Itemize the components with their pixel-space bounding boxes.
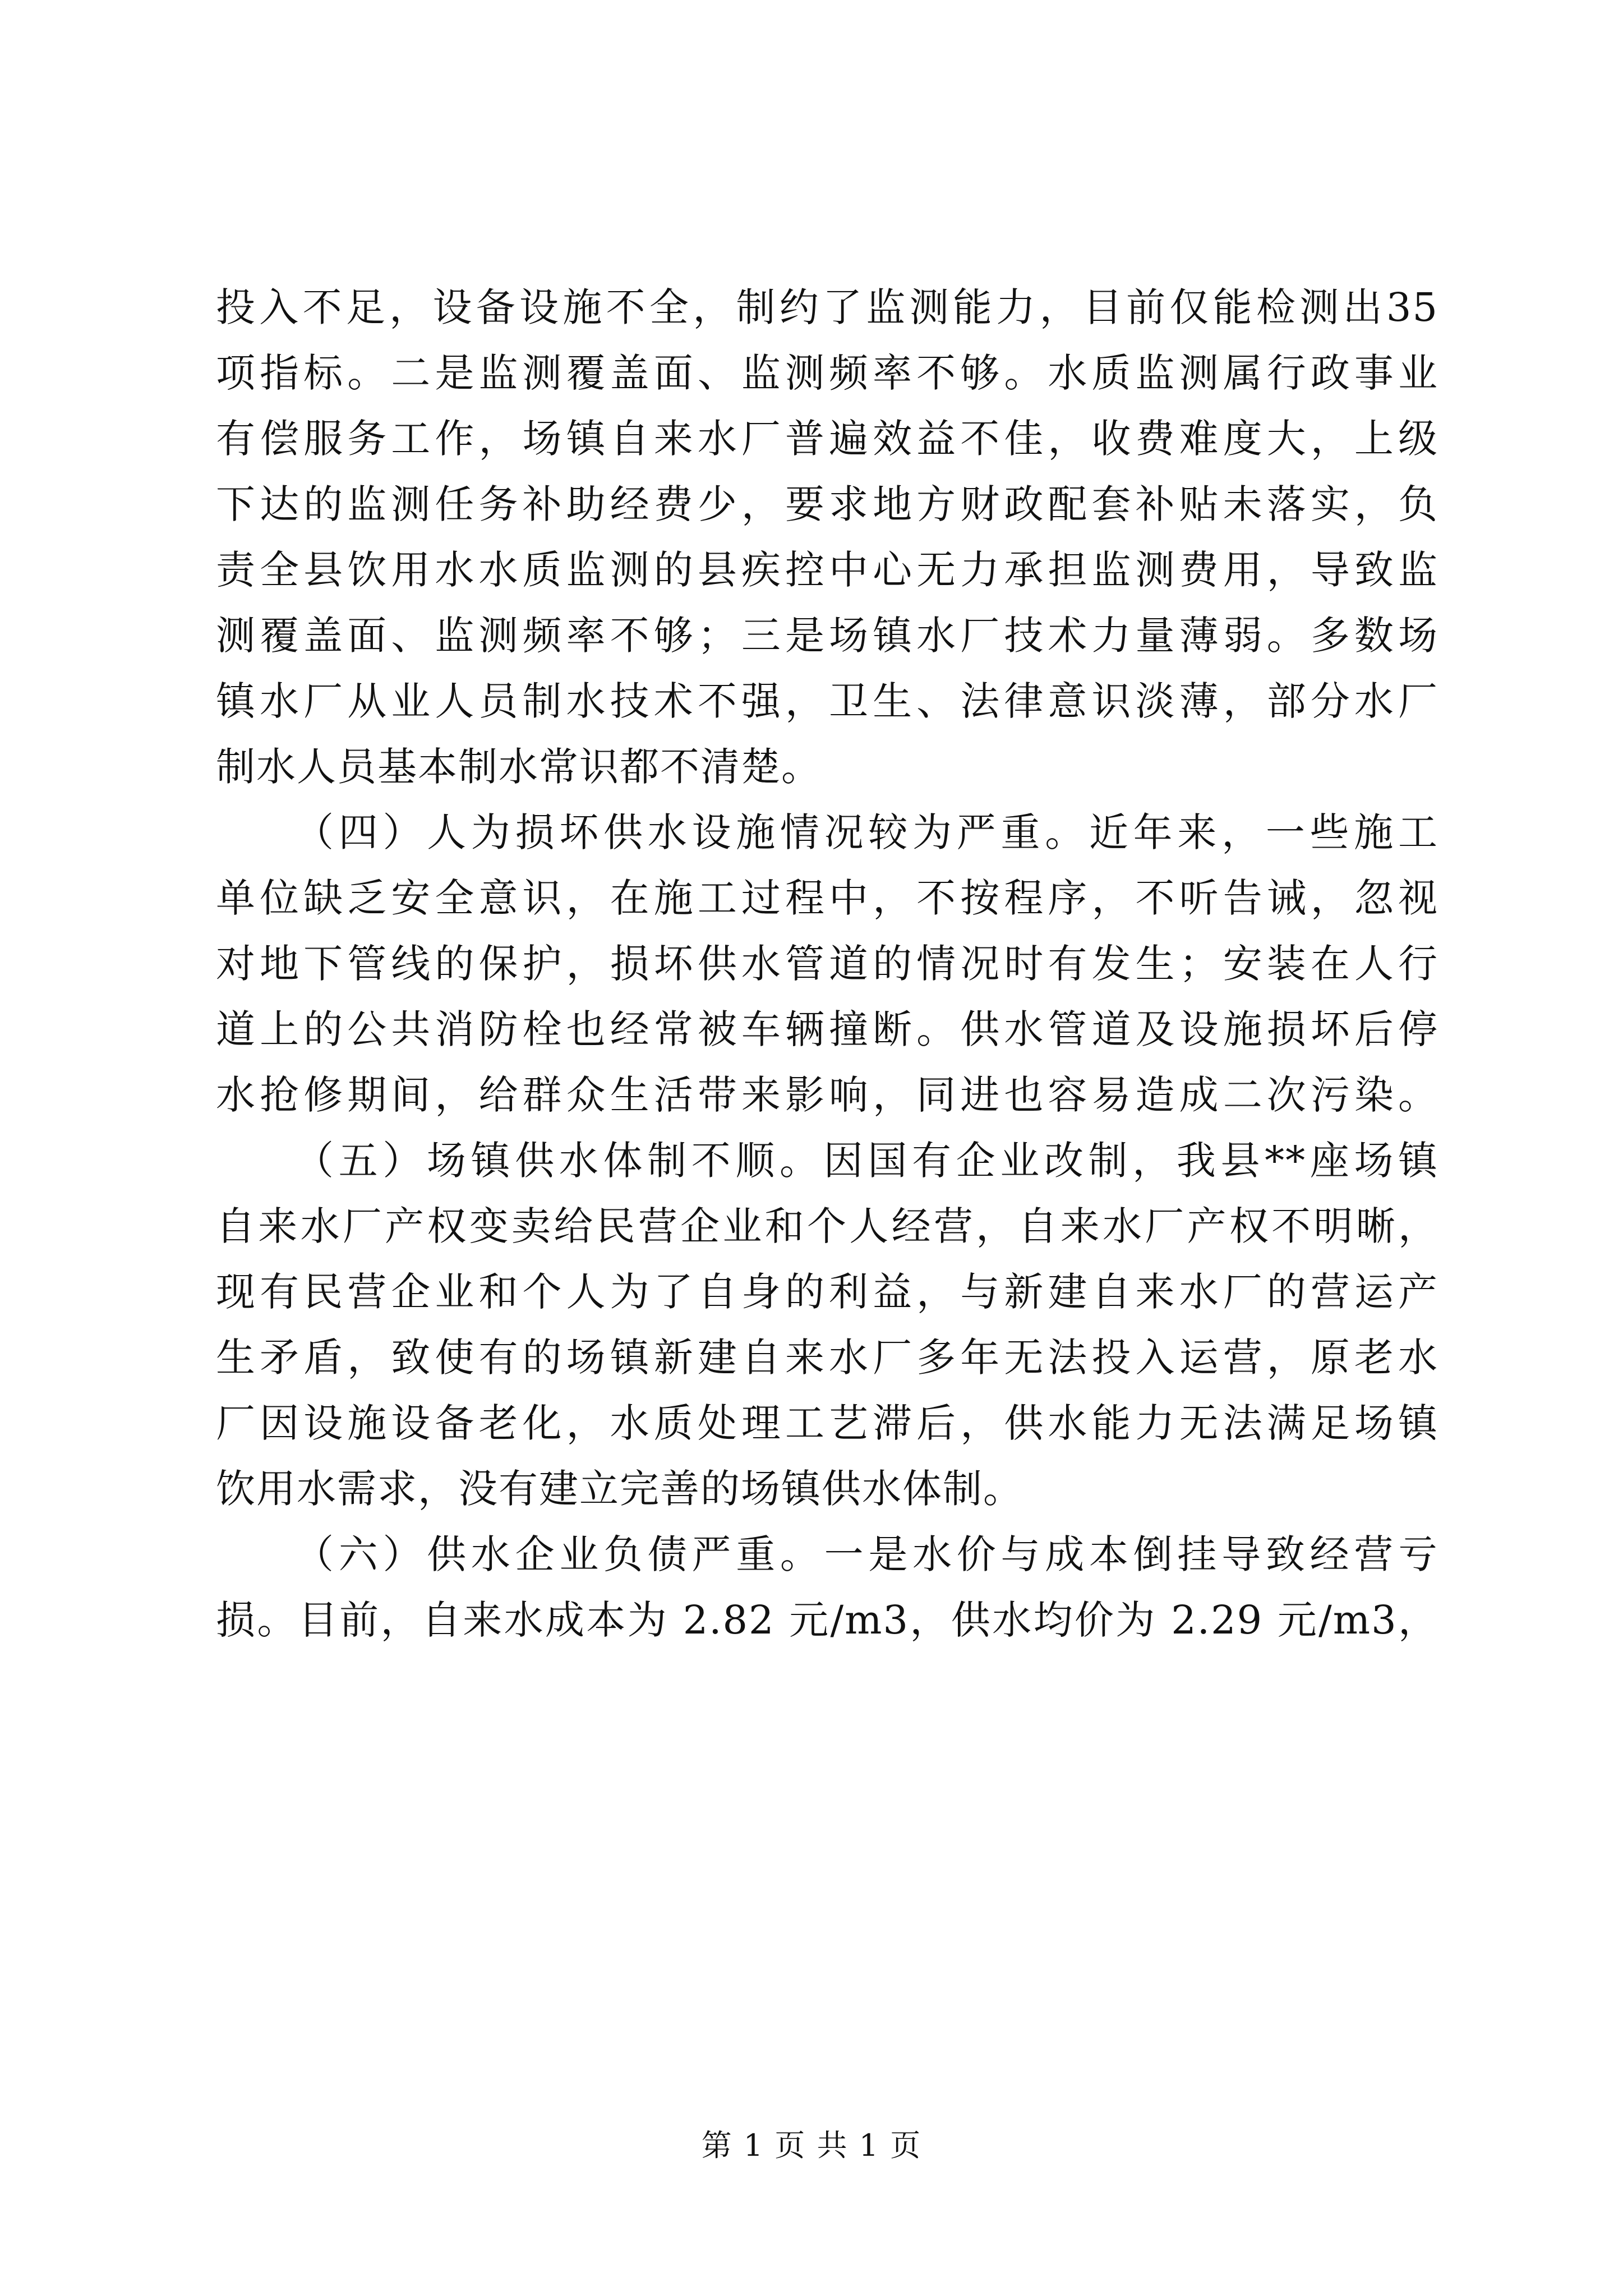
text-line: 现有民营企业和个人为了自身的利益，与新建自来水厂的营运产 — [216, 1269, 1438, 1315]
text-line: 责全县饮用水水质监测的县疾控中心无力承担监测费用，导致监 — [216, 547, 1438, 593]
text-line: 生矛盾，致使有的场镇新建自来水厂多年无法投入运营，原老水 — [216, 1335, 1438, 1381]
text-line: 对地下管线的保护，损坏供水管道的情况时有发生；安装在人行 — [216, 941, 1438, 987]
text-line: （五）场镇供水体制不顺。因国有企业改制，我县**座场镇 — [294, 1138, 1438, 1184]
text-line: 镇水厂从业人员制水技术不强，卫生、法律意识淡薄，部分水厂 — [216, 678, 1438, 724]
text-line: 道上的公共消防栓也经常被车辆撞断。供水管道及设施损坏后停 — [216, 1006, 1438, 1052]
text-line: （六）供水企业负债严重。一是水价与成本倒挂导致经营亏 — [294, 1531, 1438, 1577]
text-line: 单位缺乏安全意识，在施工过程中，不按程序，不听告诫，忽视 — [216, 875, 1438, 921]
text-line: 测覆盖面、监测频率不够；三是场镇水厂技术力量薄弱。多数场 — [216, 613, 1438, 659]
text-line: 下达的监测任务补助经费少，要求地方财政配套补贴未落实，负 — [216, 481, 1438, 527]
page-number-footer: 第 1 页 共 1 页 — [701, 2128, 922, 2163]
text-line: 制水人员基本制水常识都不清楚。 — [216, 744, 822, 790]
text-line: 自来水厂产权变卖给民营企业和个人经营，自来水厂产权不明晰， — [216, 1203, 1438, 1249]
text-line: 厂因设施设备老化，水质处理工艺滞后，供水能力无法满足场镇 — [216, 1400, 1438, 1446]
text-line: 损。目前，自来水成本为 2.82 元/m3，供水均价为 2.29 元/m3， — [216, 1597, 1438, 1643]
text-line: 项指标。二是监测覆盖面、监测频率不够。水质监测属行政事业 — [216, 350, 1438, 396]
text-line: 投入不足，设备设施不全，制约了监测能力，目前仅能检测出35 — [216, 284, 1438, 330]
text-line: 饮用水需求，没有建立完善的场镇供水体制。 — [216, 1466, 1023, 1512]
body-text — [216, 275, 1438, 1653]
text-line: （四）人为损坏供水设施情况较为严重。近年来，一些施工 — [294, 809, 1438, 855]
text-line: 有偿服务工作，场镇自来水厂普遍效益不佳，收费难度大，上级 — [216, 416, 1438, 462]
text-line: 水抢修期间，给群众生活带来影响，同进也容易造成二次污染。 — [216, 1072, 1438, 1118]
